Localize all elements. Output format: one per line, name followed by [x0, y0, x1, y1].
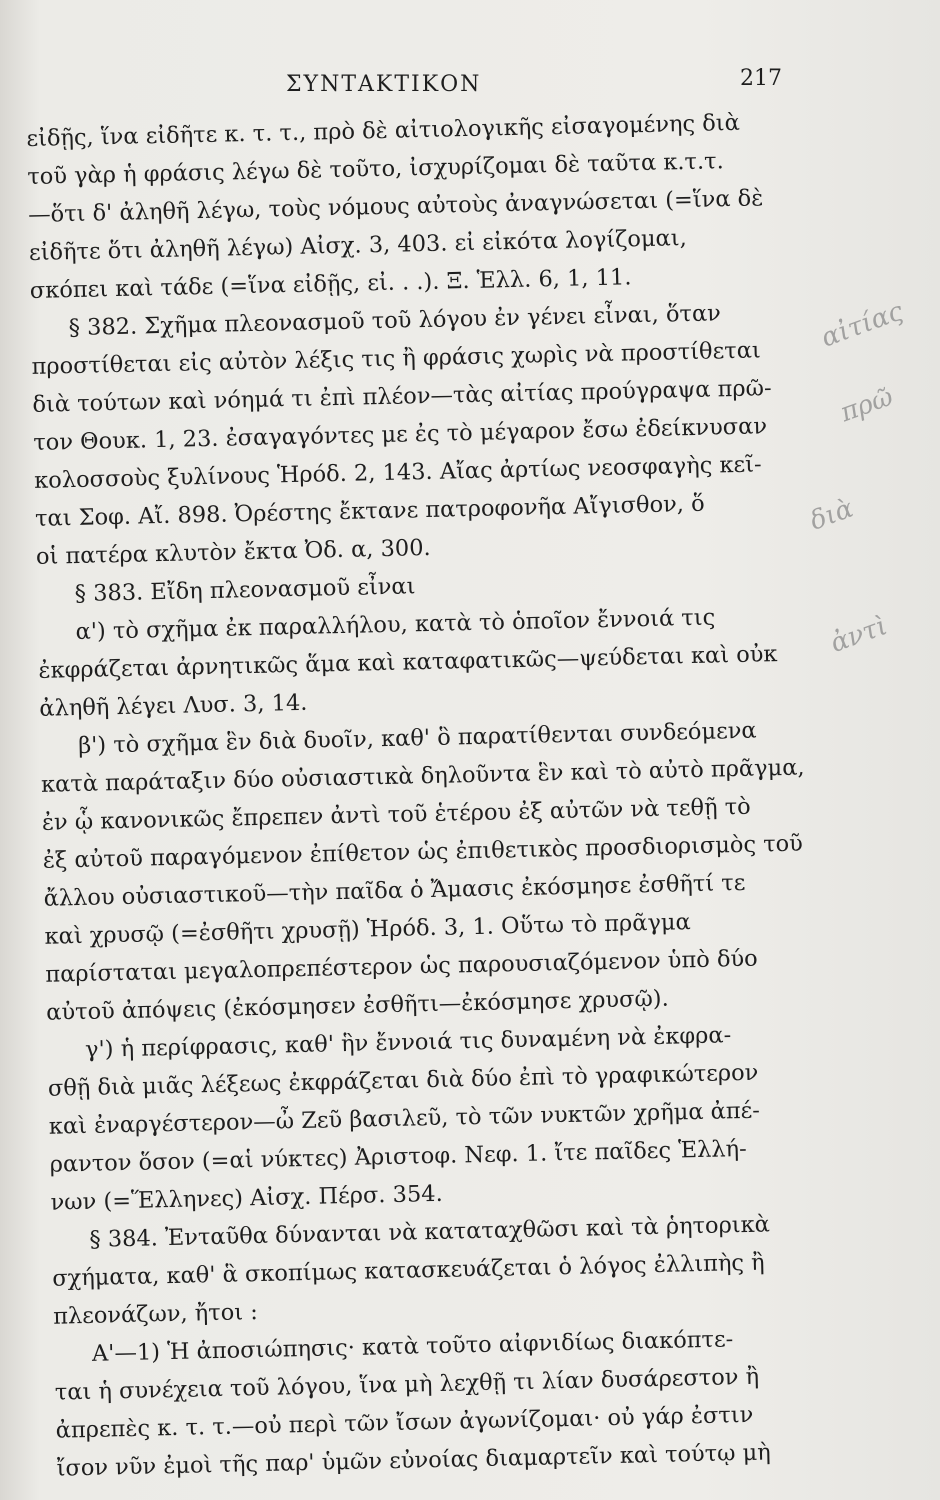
- text-line: τον Θουκ. 1, 23. ἐσαγαγόντες με ἐς τὸ μέγαρον ἔσω ἐδείκνυσαν: [33, 413, 768, 456]
- text-line: προστίθεται εἰς αὐτὸν λέξις τις ἢ φράσις χωρὶς νὰ προστίθεται: [31, 337, 761, 380]
- text-line: ἐκφράζεται ἀρνητικῶς ἅμα καὶ καταφατικῶς—ψεύδεται καὶ οὐκ: [38, 641, 778, 684]
- item-a1: Α'—1) Ἡ ἀποσιώπησις· κατὰ τοῦτο αἰφνιδίως διακόπτε-: [91, 1326, 734, 1367]
- page-header: [0, 66, 940, 106]
- text-line: οἱ πατέρα κλυτὸν ἔκτα Ὀδ. α, 300.: [35, 534, 431, 570]
- section-384: § 384. Ἐνταῦθα δύνανται νὰ καταταχθῶσι καὶ τὰ ῥητορικὰ: [89, 1211, 771, 1253]
- text-line: καὶ ἐναργέστερον—ὦ Ζεῦ βασιλεῦ, τὸ τῶν νυκτῶν χρῆμα ἀπέ-: [48, 1097, 761, 1140]
- text-line: ἀπρεπὲς κ. τ. τ.—οὐ περὶ τῶν ἴσων ἀγωνίζομαι· οὐ γάρ ἐστιν: [55, 1401, 754, 1444]
- text-line: —ὅτι δ' ἀληθῆ λέγω, τοὺς νόμους αὐτοὺς ἀναγνώσεται (=ἵνα δὲ: [27, 185, 764, 228]
- item-alpha: α') τὸ σχῆμα ἐκ παραλλήλου, κατὰ τὸ ὁποῖον ἔννοιά τις: [75, 604, 716, 646]
- text-body: [26, 102, 857, 1488]
- section-383: § 383. Εἴδη πλεονασμοῦ εἶναι: [74, 573, 416, 608]
- text-line: διὰ τούτων καὶ νόημά τι ἐπὶ πλέον—τὰς αἰτίας προύγραψα πρῶ-: [32, 375, 772, 418]
- text-line: πλεονάζων, ἤτοι :: [52, 1299, 259, 1330]
- running-title: ΣΥΝΤΑΚΤΙΚΟΝ: [286, 72, 482, 97]
- margin-note: αἰτίας: [817, 296, 908, 354]
- text-line: σθῇ διὰ μιᾶς λέξεως ἐκφράζεται διὰ δύο ἐπὶ τὸ γραφικώτερον: [47, 1059, 759, 1102]
- text-line: ται ἡ συνέχεια τοῦ λόγου, ἵνα μὴ λεχθῇ τι λίαν δυσάρεστον ἢ: [54, 1363, 760, 1406]
- margin-note: ἀντὶ: [826, 610, 892, 660]
- text-line: σκόπει καὶ τάδε (=ἵνα εἰδῇς, εἰ. . .). Ξ. Ἑλλ. 6, 1, 11.: [29, 264, 632, 304]
- text-line: εἰδῆτε ὅτι ἀληθῆ λέγω) Αἰσχ. 3, 403. εἰ εἰκότα λογίζομαι,: [28, 225, 687, 266]
- text-line: νων (=Ἕλληνες) Αἰσχ. Πέρσ. 354.: [50, 1180, 444, 1216]
- text-line: εἰδῇς, ἵνα εἰδῆτε κ. τ. τ., πρὸ δὲ αἰτιολογικῆς εἰσαγομένης διὰ: [26, 109, 741, 152]
- text-line: ἀληθῆ λέγει Λυσ. 3, 14.: [39, 689, 308, 722]
- text-line: κατὰ παράταξιν δύο οὐσιαστικὰ δηλοῦντα ἓν καὶ τὸ αὐτὸ πρᾶγμα,: [40, 754, 805, 798]
- section-382: § 382. Σχῆμα πλεονασμοῦ τοῦ λόγου ἐν γένει εἶναι, ὅταν: [68, 300, 722, 342]
- text-line: ἄλλου οὐσιαστικοῦ—τὴν παῖδα ὁ Ἄμασις ἐκόσμησε ἐσθῆτί τε: [43, 869, 746, 912]
- item-gamma: γ') ἡ περίφρασις, καθ' ἣν ἔννοιά τις δυναμένη νὰ ἐκφρα-: [84, 1022, 732, 1063]
- text-line: ἐξ αὐτοῦ παραγόμενον ἐπίθετον ὡς ἐπιθετικὸς προσδιορισμὸς τοῦ: [42, 830, 804, 874]
- item-beta: β') τὸ σχῆμα ἓν διὰ δυοῖν, καθ' ὃ παρατίθενται συνδεόμενα: [77, 717, 757, 759]
- text-line: αὐτοῦ ἀπόψεις (ἐκόσμησεν ἐσθῆτι—ἐκόσμησε χρυσῷ).: [45, 985, 669, 1026]
- text-line: κολοσσοὺς ξυλίνους Ἡρόδ. 2, 143. Αἴας ἀρτίως νεοσφαγὴς κεῖ-: [33, 451, 762, 494]
- text-line: παρίσταται μεγαλοπρεπέστερον ὡς παρουσιαζόμενον ὑπὸ δύο: [45, 945, 758, 988]
- text-line: ἴσον νῦν ἐμοὶ τῆς παρ' ὑμῶν εὐνοίας διαμαρτεῖν καὶ τούτῳ μὴ: [56, 1439, 772, 1482]
- text-line: καὶ χρυσῷ (=ἐσθῆτι χρυσῇ) Ἡρόδ. 3, 1. Οὕτω τὸ πρᾶγμα: [44, 909, 691, 950]
- margin-note: διὰ: [806, 493, 858, 537]
- text-line: τοῦ γὰρ ἡ φράσις λέγω δὲ τοῦτο, ἰσχυρίζομαι δὲ ταῦτα κ.τ.τ.: [26, 148, 724, 190]
- margin-note: πρῶ: [836, 381, 898, 429]
- text-line: σχήματα, καθ' ἃ σκοπίμως κατασκευάζεται ὁ λόγος ἐλλιπὴς ἢ: [51, 1249, 765, 1292]
- page-number: 217: [740, 66, 782, 91]
- text-line: ται Σοφ. Αἴ. 898. Ὀρέστης ἔκτανε πατροφονῆα Αἴγισθον, ὅ: [34, 490, 705, 532]
- text-line: ἐν ᾧ κανονικῶς ἔπρεπεν ἀντὶ τοῦ ἑτέρου ἐξ αὐτῶν νὰ τεθῇ τὸ: [41, 793, 751, 836]
- handwritten-margin-notes: [800, 296, 940, 700]
- text-line: ραντον ὅσον (=αἱ νύκτες) Ἀριστοφ. Νεφ. 1. ἴτε παῖδες Ἑλλή-: [49, 1135, 747, 1178]
